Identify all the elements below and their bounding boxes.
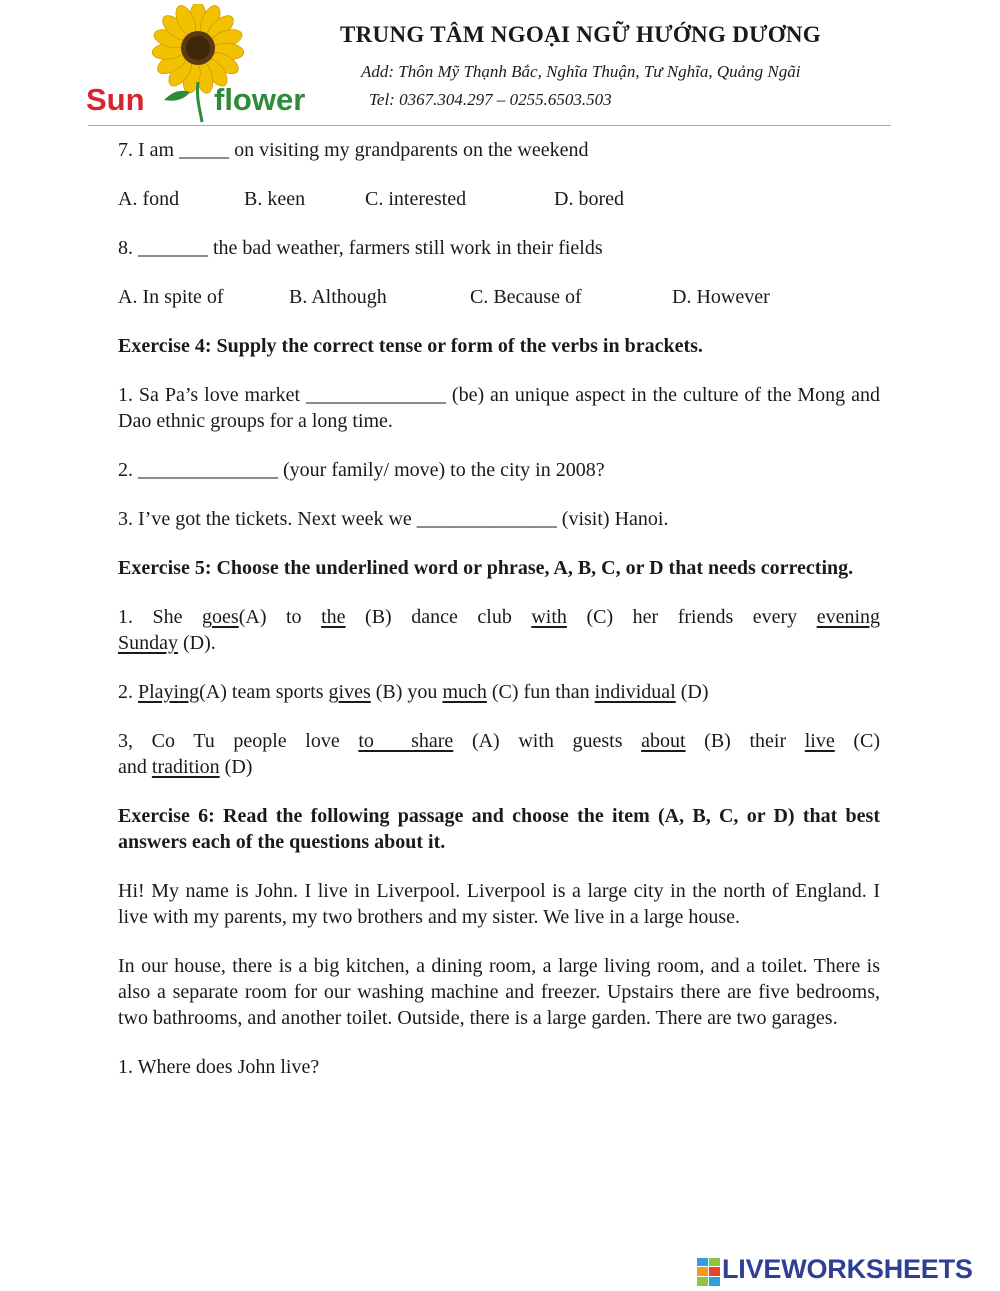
- worksheet-content: [118, 137, 880, 1103]
- exercise-4-title: Exercise 4: Supply the correct tense or form of the verbs in brackets.: [118, 335, 703, 357]
- passage-paragraph-1: Hi! My name is John. I live in Liverpool. Liverpool is a large city in the north of England. I live with my parents, my two brothers and my sister. We live in a large house.: [118, 880, 880, 928]
- page-header: [0, 0, 1000, 130]
- sentence-line: [118, 604, 880, 630]
- text-segment: (A) team sports: [199, 681, 329, 703]
- underlined-much: much: [442, 681, 487, 703]
- underlined-sunday: Sunday: [118, 632, 178, 654]
- logo-text-sun: Sun: [86, 82, 145, 117]
- question-8-options: [118, 284, 880, 310]
- text-segment: 3, Co Tu people love: [118, 730, 359, 752]
- underlined-gives: gives: [328, 681, 371, 703]
- text-segment: 1. She: [118, 606, 203, 628]
- underlined-tradition: tradition: [151, 756, 220, 778]
- exercise-6-question-1: 1. Where does John live?: [118, 1056, 320, 1078]
- exercise-5-sentence-3: [118, 728, 880, 780]
- text-segment: (B) dance club: [345, 606, 532, 628]
- exercise-6-title: Exercise 6: Read the following passage and choose the item (A, B, C, or D) that best answers each of the questions about it.: [118, 805, 880, 853]
- header-divider: [88, 125, 891, 126]
- underlined-evening: evening: [816, 606, 880, 628]
- text-segment: (D): [219, 756, 253, 778]
- question-8: 8. _______ the bad weather, farmers still work in their fields: [118, 237, 603, 259]
- text-segment: 2.: [118, 681, 138, 703]
- sentence-line: [118, 728, 880, 754]
- text-segment: (C) her friends every: [566, 606, 817, 628]
- underlined-about: about: [641, 730, 686, 752]
- option-a: A. In spite of: [118, 286, 224, 308]
- center-address: Add: Thôn Mỹ Thạnh Bắc, Nghĩa Thuận, Tư Nghĩa, Quảng Ngãi: [361, 62, 801, 81]
- text-segment: (D): [675, 681, 709, 703]
- option-b: B. Although: [289, 286, 387, 308]
- center-phone: Tel: 0367.304.297 – 0255.6503.503: [369, 90, 612, 109]
- underlined-goes: goes: [202, 606, 239, 628]
- underlined-live: live: [804, 730, 835, 752]
- center-title: TRUNG TÂM NGOẠI NGỮ HƯỚNG DƯƠNG: [340, 22, 822, 47]
- liveworksheets-blocks-icon: [697, 1258, 721, 1286]
- liveworksheets-brand: LIVEWORKSHEETS: [722, 1254, 973, 1284]
- underlined-to-share: to share: [358, 730, 454, 752]
- passage-paragraph-2: In our house, there is a big kitchen, a dining room, a large living room, and a toilet. There is also a separate room for our washing machine and freezer. Upstairs there are five bedrooms, two bathrooms, and another toilet. Outside, there is a large garden. There are two garages.: [118, 955, 880, 1029]
- sentence-line: [118, 630, 880, 656]
- text-segment: (B) you: [370, 681, 443, 703]
- option-d: D. bored: [554, 188, 624, 210]
- text-segment: and: [118, 756, 152, 778]
- logo-text-flower: flower: [214, 82, 306, 117]
- option-d: D. However: [672, 286, 770, 308]
- question-7-options: [118, 186, 880, 212]
- sunflower-logo: [86, 4, 326, 126]
- exercise-5-title: Exercise 5: Choose the underlined word or phrase, A, B, C, or D that needs correcting.: [118, 557, 854, 579]
- text-segment: (C): [834, 730, 881, 752]
- exercise-4-item-3: 3. I’ve got the tickets. Next week we ______________ (visit) Hanoi.: [118, 508, 669, 530]
- exercise-5-sentence-2: [118, 679, 880, 705]
- exercise-5-sentence-1: [118, 604, 880, 656]
- question-7: 7. I am _____ on visiting my grandparents on the weekend: [118, 139, 589, 161]
- text-segment: (C) fun than: [486, 681, 595, 703]
- exercise-4-item-2: 2. ______________ (your family/ move) to the city in 2008?: [118, 459, 605, 481]
- option-b: B. keen: [244, 188, 306, 210]
- text-segment: (A) to: [238, 606, 322, 628]
- underlined-with: with: [531, 606, 567, 628]
- option-a: A. fond: [118, 188, 180, 210]
- underlined-individual: individual: [594, 681, 676, 703]
- text-segment: (A) with guests: [453, 730, 642, 752]
- option-c: C. interested: [365, 188, 467, 210]
- underlined-playing: Playing: [138, 681, 200, 703]
- text-segment: (B) their: [685, 730, 805, 752]
- exercise-4-item-1: 1. Sa Pa’s love market ______________ (be) an unique aspect in the culture of the Mong and Dao ethnic groups for a long time.: [118, 384, 880, 432]
- option-c: C. Because of: [470, 286, 582, 308]
- sentence-line: [118, 754, 880, 780]
- underlined-the: the: [321, 606, 346, 628]
- text-segment: (D).: [178, 632, 216, 654]
